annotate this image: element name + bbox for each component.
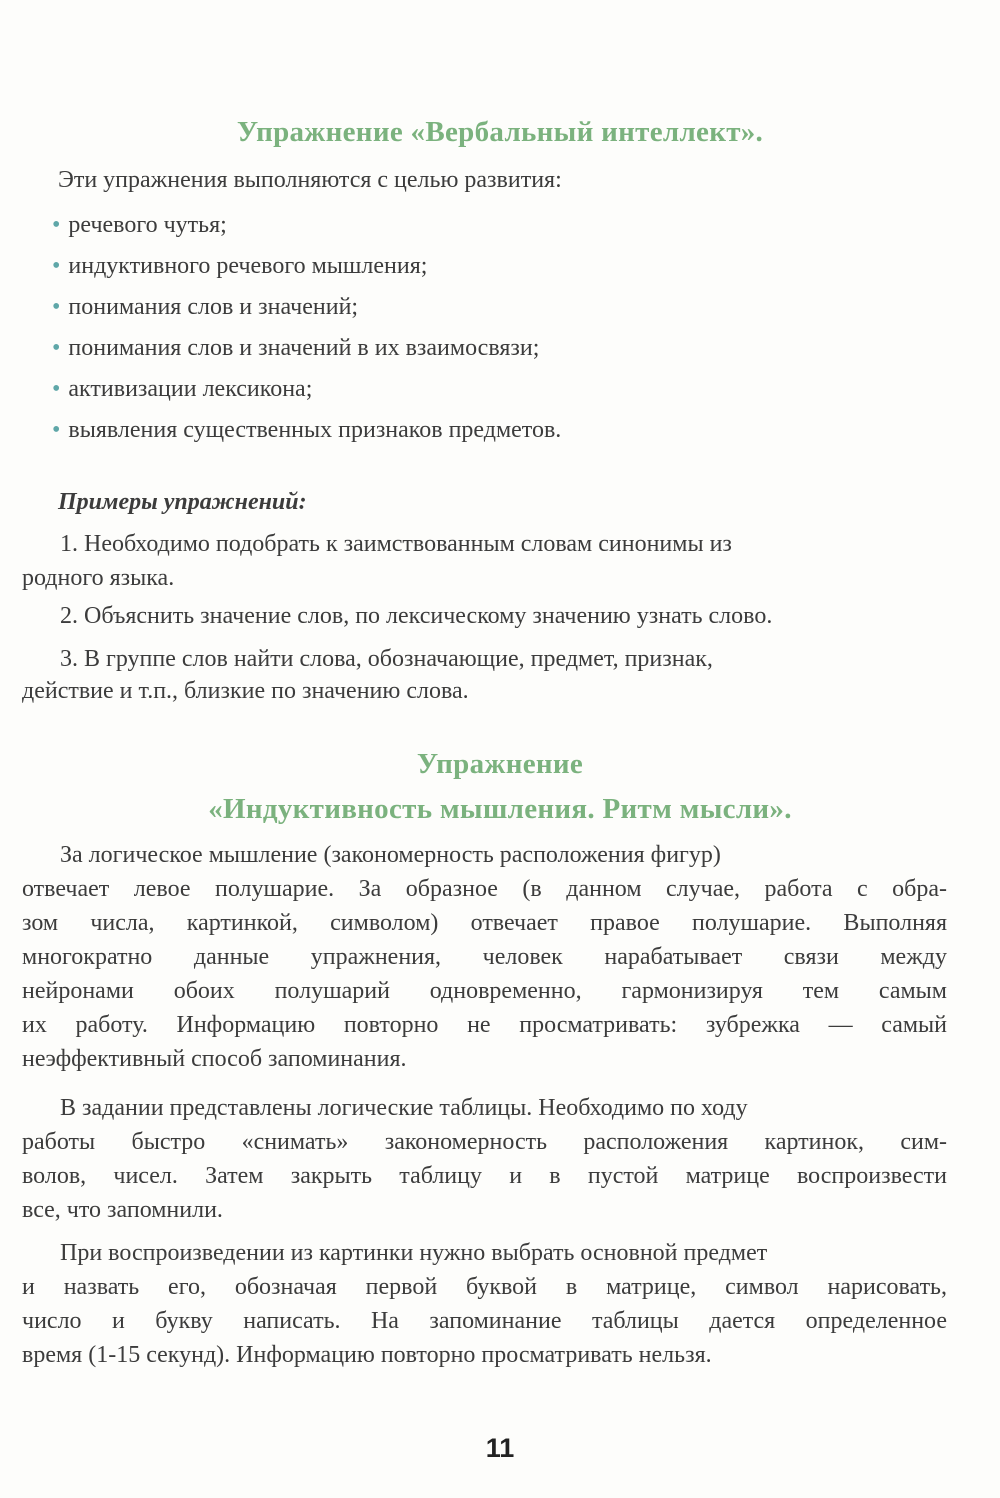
paragraph-line: их работу. Информацию повторно не просматривать: зубрежка — самый	[22, 1012, 947, 1038]
bullet-item: • выявления существенных признаков предметов.	[52, 417, 562, 443]
bullet-dot-icon: •	[52, 335, 61, 361]
example-line: 2. Объяснить значение слов, по лексическому значению узнать слово.	[60, 603, 773, 629]
example-line: 1. Необходимо подобрать к заимствованным словам синонимы из	[60, 531, 732, 557]
bullet-dot-icon: •	[52, 212, 61, 238]
paragraph-line: При воспроизведении из картинки нужно выбрать основной предмет	[60, 1240, 768, 1266]
paragraph	[22, 1091, 947, 1227]
paragraph-line: и назвать его, обозначая первой буквой в матрице, символ нарисовать,	[22, 1274, 947, 1300]
paragraph-line: зом числа, картинкой, символом) отвечает правое полушарие. Выполняя	[22, 910, 947, 936]
bullet-item: • индуктивного речевого мышления;	[52, 253, 428, 279]
paragraph-line: нейронами обоих полушарий одновременно, гармонизируя тем самым	[22, 978, 947, 1004]
section2-title-line1: Упражнение	[416, 748, 584, 780]
bullet-dot-icon: •	[52, 417, 61, 443]
bullet-item: • понимания слов и значений;	[52, 294, 359, 320]
section2-title-line2: «Индуктивность мышления. Ритм мысли».	[208, 793, 792, 825]
paragraph-line: время (1-15 секунд). Информацию повторно просматривать нельзя.	[22, 1342, 712, 1368]
paragraph-line: волов, чисел. Затем закрыть таблицу и в пустой матрице воспроизвести	[22, 1163, 947, 1189]
paragraph-line: В задании представлены логические таблицы. Необходимо по ходу	[60, 1095, 748, 1121]
section1-title: Упражнение «Вербальный интеллект».	[236, 116, 764, 148]
bullet-dot-icon: •	[52, 253, 61, 279]
paragraph-line: многократно данные упражнения, человек нарабатывает связи между	[22, 944, 947, 970]
paragraph-line: число и букву написать. На запоминание таблицы дается определенное	[22, 1308, 947, 1334]
example-line: 3. В группе слов найти слова, обозначающие, предмет, признак,	[60, 646, 713, 672]
paragraph-line: неэффективный способ запоминания.	[22, 1046, 407, 1072]
example-line: действие и т.п., близкие по значению слова.	[22, 678, 469, 704]
examples-heading: Примеры упражнений:	[58, 489, 307, 515]
bullet-item: • речевого чутья;	[52, 212, 227, 238]
example-line: родного языка.	[22, 565, 175, 591]
paragraph-line: отвечает левое полушарие. За образное (в данном случае, работа с обра-	[22, 876, 947, 902]
paragraph-line: работы быстро «снимать» закономерность расположения картинок, сим-	[22, 1129, 947, 1155]
page-number: 11	[485, 1433, 515, 1463]
section1-intro: Эти упражнения выполняются с целью развития:	[58, 167, 562, 193]
bullet-dot-icon: •	[52, 376, 61, 402]
bullet-dot-icon: •	[52, 294, 61, 320]
paragraph	[22, 838, 947, 1076]
paragraph-line: все, что запомнили.	[22, 1197, 223, 1223]
bullet-item: • активизации лексикона;	[52, 376, 313, 402]
paragraph	[22, 1236, 947, 1372]
bullet-item: • понимания слов и значений в их взаимосвязи;	[52, 335, 540, 361]
paragraph-line: За логическое мышление (закономерность расположения фигур)	[60, 842, 721, 868]
